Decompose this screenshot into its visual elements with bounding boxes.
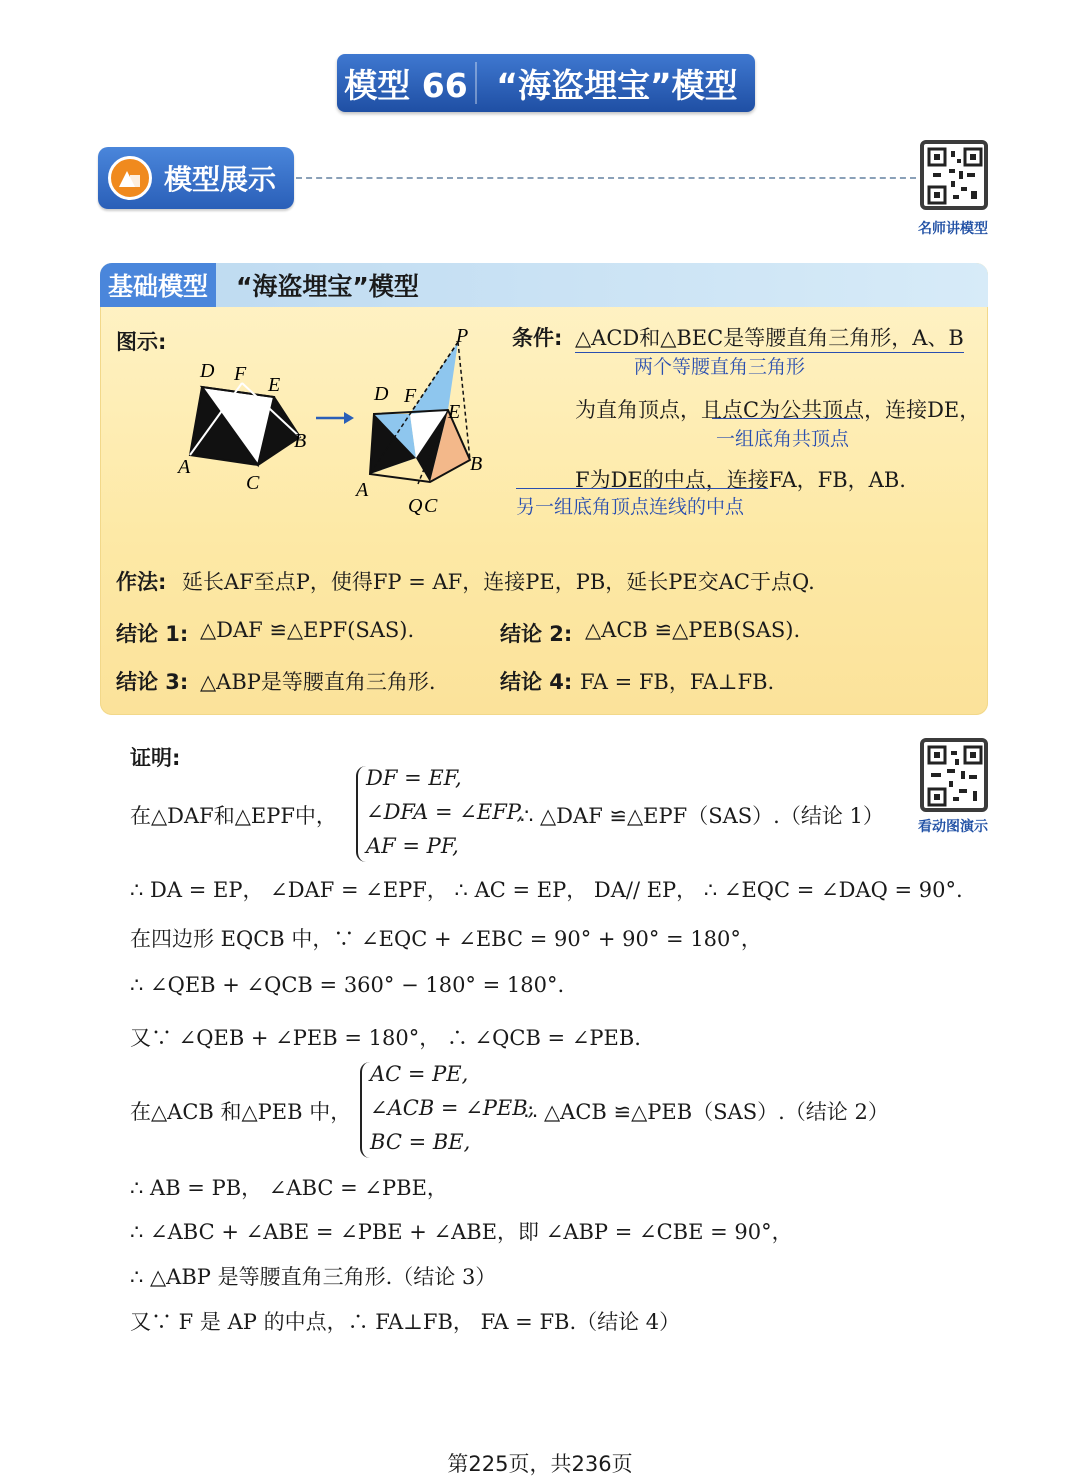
section-tab [98,147,294,209]
proof-line-2: 在四边形 EQCB 中，∵ ∠EQC + ∠EBC = 90° + 90° = 180°， [130,927,762,951]
qr-code-icon[interactable] [920,140,988,210]
model-number: 模型 66 [344,65,468,105]
fig1-label-d: D [200,360,215,382]
qr-caption-teacher: 名师讲模型 [918,221,988,237]
section-title: 模型展示 [164,163,277,196]
brace-1 [356,766,366,862]
figure-construction [350,322,500,522]
model-title: “海盗埋宝”模型 [496,65,738,105]
fig1-label-a: A [178,456,191,478]
proof-label: 证明: [130,746,181,770]
fig1-label-c: C [246,472,260,494]
fig2-label-f: F [404,385,417,407]
condition-note-1: 两个等腰直角三角形 [634,356,806,378]
conclusion-2-text: △ACB ≌△PEB(SAS). [585,618,801,642]
proof-system-2-result: ∴ △ACB ≌△PEB（SAS）.（结论 2） [524,1100,889,1124]
condition-line-1: △ACD和△BEC是等腰直角三角形，A、B [575,322,964,353]
model-name: “海盗埋宝”模型 [236,272,419,301]
condition-underline-3 [516,488,768,489]
proof-system-2-line-3: BC = BE, [370,1130,471,1154]
shapes-icon [108,156,152,200]
condition-underline-2 [712,418,860,419]
figure-label: 图示: [116,330,167,354]
conclusion-2-label: 结论 2: [500,622,573,646]
proof-system-1-line-1: DF = EF, [366,766,462,790]
proof-line-1: ∴ DA = EP， ∠DAF = ∠EPF， ∴ AC = EP， DA// EP， ∴ ∠EQC = ∠DAQ = 90°. [130,878,963,902]
proof-line-8: 又∵ F 是 AP 的中点，∴ FA⊥FB， FA = FB.（结论 4） [130,1310,681,1334]
fig2-label-e: E [448,401,461,423]
proof-line-3: ∴ ∠QEB + ∠QCB = 360° − 180° = 180°. [130,973,565,997]
proof-line-4: 又∵ ∠QEB + ∠PEB = 180°， ∴ ∠QCB = ∠PEB. [130,1026,641,1050]
fig2-label-q: Q [408,495,423,517]
model-tag: 基础模型 [100,263,216,307]
proof-system-2-intro: 在△ACB 和△PEB 中， [130,1100,352,1124]
conclusion-4-label: 结论 4: [500,670,573,694]
fig1-label-f: F [234,363,247,385]
model-header [100,263,988,307]
fig2-label-a: A [356,479,369,501]
method-text: 延长AF至点P，使得FP = AF，连接PE，PB，延长PE交AC于点Q. [182,570,815,594]
conclusion-1-label: 结论 1: [116,622,189,646]
conclusion-4-text: FA = FB，FA⊥FB. [580,670,775,694]
figure-original [170,355,320,495]
method-label: 作法: [116,570,167,594]
proof-line-5: ∴ AB = PB， ∠ABC = ∠PBE， [130,1176,448,1200]
fig1-label-b: B [294,430,307,452]
proof-system-1-result: ∴ △DAF ≌△EPF（SAS）.（结论 1） [520,804,884,828]
condition-note-3: 另一组底角顶点连线的中点 [516,496,745,518]
fig1-label-e: E [268,374,281,396]
condition-line-2: 为直角顶点，且点C为公共顶点，连接DE， [575,398,981,422]
proof-system-1-line-3: AF = PF, [366,834,459,858]
proof-system-2-line-1: AC = PE, [370,1062,469,1086]
proof-system-2-line-2: ∠ACB = ∠PEB, [370,1096,535,1120]
fig2-label-b: B [470,453,483,475]
proof-line-6: ∴ ∠ABC + ∠ABE = ∠PBE + ∠ABE，即 ∠ABP = ∠CBE = 90°， [130,1220,793,1244]
condition-note-2: 一组底角共顶点 [716,428,850,450]
fig2-label-d: D [374,383,389,405]
title-divider [475,62,477,104]
proof-system-1-intro: 在△DAF和△EPF中， [130,804,337,828]
page-number: 第225页，共236页 [447,1452,633,1476]
proof-line-7: ∴ △ABP 是等腰直角三角形.（结论 3） [130,1265,497,1289]
qr-code-icon[interactable] [920,738,988,812]
condition-line-3: F为DE的中点，连接FA，FB，AB. [575,468,906,492]
section-divider [296,177,916,179]
proof-system-1-line-2: ∠DFA = ∠EFP, [366,800,524,824]
title-banner [337,54,755,112]
conclusion-3-label: 结论 3: [116,670,189,694]
qr-caption-animation: 看动图演示 [918,819,988,835]
conclusion-3-text: △ABP是等腰直角三角形. [200,670,436,694]
fig2-label-c: C [424,495,438,517]
conclusion-1-text: △DAF ≌△EPF(SAS). [200,618,415,642]
conditions-label: 条件: [512,326,563,350]
fig2-label-p: P [456,325,469,347]
brace-2 [360,1062,370,1158]
